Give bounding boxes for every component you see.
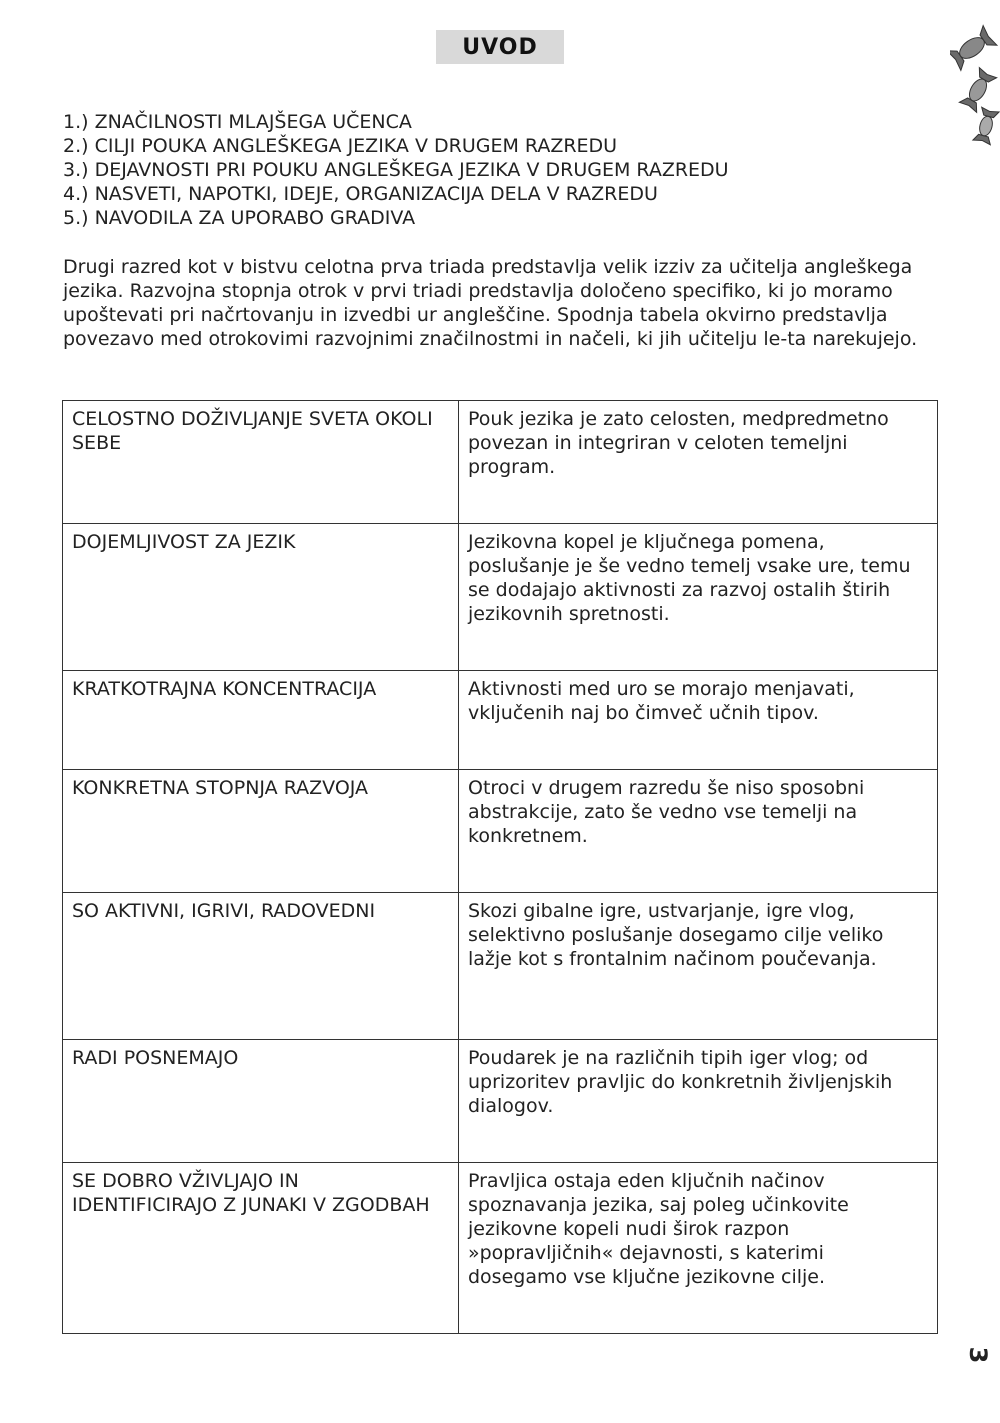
page-title-text: UVOD	[462, 34, 538, 60]
table-row	[63, 1040, 938, 1163]
toc-item: 2.) CILJI POUKA ANGLEŠKEGA JEZIKA V DRUGEM RAZREDU	[63, 135, 618, 157]
characteristic-cell: SE DOBRO VŽIVLJAJO IN IDENTIFICIRAJO Z JUNAKI V ZGODBAH	[63, 1163, 459, 1334]
principle-cell: Poudarek je na različnih tipih iger vlog; od uprizoritev pravljic do konkretnih življenjskih dialogov.	[459, 1040, 938, 1163]
toc-item: 5.) NAVODILA ZA UPORABO GRADIVA	[63, 207, 416, 229]
principle-cell: Otroci v drugem razredu še niso sposobni abstrakcije, zato še vedno vse temelji na konkretnem.	[459, 770, 938, 893]
principle-cell: Aktivnosti med uro se morajo menjavati, vključenih naj bo čimveč učnih tipov.	[459, 671, 938, 770]
toc-item: 1.) ZNAČILNOSTI MLAJŠEGA UČENCA	[63, 111, 412, 133]
intro-paragraph: Drugi razred kot v bistvu celotna prva triada predstavlja velik izziv za učitelja angleškega jezika. Razvojna stopnja otrok v prvi triadi predstavlja določeno specifiko, ki jo moramo upoštevati pri načrtovanju in izvedbi ur angleščine. Spodnja tabela okvirno predstavlja povezavo med otrokovimi razvojnimi značilnostmi in načeli, ki jih učitelju le-ta narekujejo.	[63, 256, 918, 350]
candy-icon	[950, 18, 1000, 148]
table-row	[63, 1163, 938, 1334]
characteristic-cell: KONKRETNA STOPNJA RAZVOJA	[63, 770, 459, 893]
table-of-contents	[63, 110, 729, 230]
characteristic-cell: DOJEMLJIVOST ZA JEZIK	[63, 524, 459, 671]
principle-cell: Pouk jezika je zato celosten, medpredmetno povezan in integriran v celoten temeljni program.	[459, 401, 938, 524]
characteristic-cell: RADI POSNEMAJO	[63, 1040, 459, 1163]
table-row	[63, 401, 938, 524]
characteristic-cell: SO AKTIVNI, IGRIVI, RADOVEDNI	[63, 893, 459, 1040]
table-row	[63, 524, 938, 671]
table-row	[63, 893, 938, 1040]
characteristic-cell: KRATKOTRAJNA KONCENTRACIJA	[63, 671, 459, 770]
page-number: 3	[964, 1346, 992, 1364]
principle-cell: Skozi gibalne igre, ustvarjanje, igre vlog, selektivno poslušanje dosegamo cilje veliko lažje kot s frontalnim načinom poučevanja.	[459, 893, 938, 1040]
page-title	[436, 30, 564, 64]
toc-item: 3.) DEJAVNOSTI PRI POUKU ANGLEŠKEGA JEZIKA V DRUGEM RAZREDU	[63, 159, 729, 181]
characteristic-cell: CELOSTNO DOŽIVLJANJE SVETA OKOLI SEBE	[63, 401, 459, 524]
principle-cell: Pravljica ostaja eden ključnih načinov spoznavanja jezika, saj poleg učinkovite jezikovne kopeli nudi širok razpon »popravljičnih« dejavnosti, s katerimi dosegamo vse ključne jezikovne cilje.	[459, 1163, 938, 1334]
principle-cell: Jezikovna kopel je ključnega pomena, poslušanje je še vedno temelj vsake ure, temu se dodajajo aktivnosti za razvoj ostalih štirih jezikovnih spretnosti.	[459, 524, 938, 671]
table-row	[63, 770, 938, 893]
characteristics-table	[62, 400, 938, 1334]
table-row	[63, 671, 938, 770]
toc-item: 4.) NASVETI, NAPOTKI, IDEJE, ORGANIZACIJA DELA V RAZREDU	[63, 183, 658, 205]
